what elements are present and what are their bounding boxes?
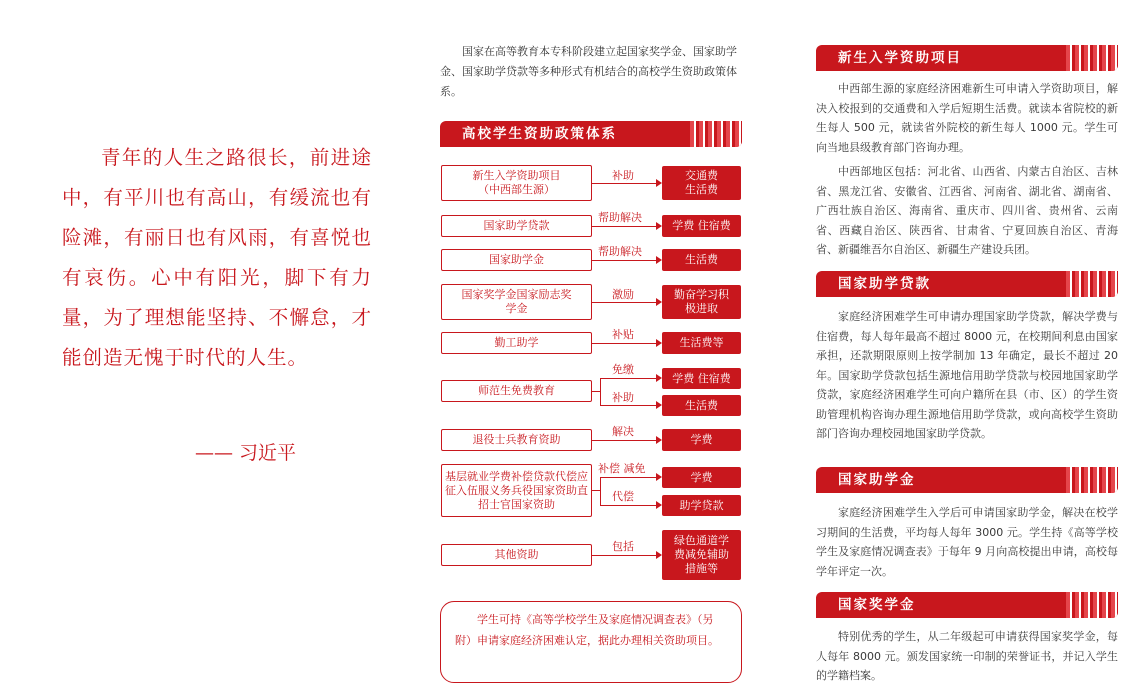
flow-result-box: 学费 住宿费 xyxy=(662,215,741,237)
flow-left-box: 其他资助 xyxy=(441,544,592,566)
section-paragraph: 中西部生源的家庭经济困难新生可申请入学资助项目，解决入校报到的交通费和入学后短期生活费。就读本省院校的新生每人 500 元，就读省外院校的新生每人 1000 元。学生可向当地县级教育部门咨询办理。 xyxy=(816,82,1118,154)
ribbon-decoration xyxy=(1066,45,1118,71)
flow-left-box: 新生入学资助项目（中西部生源） xyxy=(441,165,592,201)
flow-relation: 包括 xyxy=(612,540,634,553)
flow-result-box: 交通费生活费 xyxy=(662,166,741,200)
section-paragraph: 特别优秀的学生，从二年级起可申请获得国家奖学金，每人每年 8000 元。颁发国家统一印制的荣誉证书，并记入学生的学籍档案。 xyxy=(816,630,1118,682)
flow-left-box: 退役士兵教育资助 xyxy=(441,429,592,451)
quote-author: —— 习近平 xyxy=(195,442,297,464)
section-paragraph: 家庭经济困难学生入学后可申请国家助学金，解决在校学习期间的生活费，平均每人每年 3000 元。学生持《高等学校学生及家庭情况调查表》于每年 9 月向高校提出申请，高校每学年评定一次。 xyxy=(816,506,1118,578)
flow-left-box: 师范生免费教育 xyxy=(441,380,592,402)
flow-relation: 激励 xyxy=(612,288,634,301)
flow-result-box: 生活费 xyxy=(662,249,741,271)
intro-paragraph: 国家在高等教育本专科阶段建立起国家奖学金、国家助学金、国家助学贷款等多种形式有机结合的高校学生资助政策体系。 xyxy=(440,45,737,98)
flow-result-box: 绿色通道学费减免辅助措施等 xyxy=(662,530,741,580)
flow-result-box: 学费 住宿费 xyxy=(662,368,741,389)
ribbon-decoration xyxy=(1066,467,1118,493)
flow-left-box: 国家助学金 xyxy=(441,249,592,271)
flow-result-box: 勤奋学习积极进取 xyxy=(662,285,741,319)
flow-left-box: 基层就业学费补偿贷款代偿应征入伍服义务兵役国家资助直招士官国家资助 xyxy=(441,464,592,517)
section-header-grant xyxy=(816,467,1118,493)
section-paragraph: 家庭经济困难学生可申请办理国家助学贷款，解决学费与住宿费，每人每年最高不超过 8000 元，在校期间利息由国家承担，还款期限原则上按学制加 13 年确定，最长不超过 20 年。国家助学贷款包括生源地信用助学贷款与校园地国家助学贷款，家庭经济困难学生可向户籍所在县（市、区）的学生资助管理机构咨询办理生源地信用助学贷款，或向高校学生资助部门咨询办理校园地国家助学贷款。 xyxy=(816,310,1118,440)
flow-left-box: 国家奖学金国家励志奖学金 xyxy=(441,284,592,320)
ribbon-decoration xyxy=(1066,592,1118,618)
flow-relation: 帮助解决 xyxy=(598,245,642,258)
flow-relation: 补贴 xyxy=(612,328,634,341)
flow-result-box: 助学贷款 xyxy=(662,495,741,516)
flow-result-box: 生活费 xyxy=(662,395,741,416)
flow-result-box: 学费 xyxy=(662,467,741,488)
section-header-scholarship xyxy=(816,592,1118,618)
policy-note: 学生可持《高等学校学生及家庭情况调查表》（另附）申请家庭经济困难认定，据此办理相关资助项目。 xyxy=(440,601,742,683)
flow-result-box: 生活费等 xyxy=(662,332,741,354)
ribbon-decoration xyxy=(690,121,742,147)
section-header-student-loan xyxy=(816,271,1118,297)
flow-relation: 免缴 xyxy=(612,363,634,376)
section-title: 国家奖学金 xyxy=(838,597,916,613)
flow-relation: 补助 xyxy=(612,169,634,182)
flow-relation: 补偿 减免 xyxy=(598,462,646,475)
flow-left-box: 国家助学贷款 xyxy=(441,215,592,237)
policy-section-header xyxy=(440,121,742,147)
section-title: 国家助学金 xyxy=(838,472,916,488)
flow-relation: 补助 xyxy=(612,391,634,404)
section-title: 国家助学贷款 xyxy=(838,276,931,292)
flow-left-box: 勤工助学 xyxy=(441,332,592,354)
section-paragraph: 中西部地区包括：河北省、山西省、内蒙古自治区、吉林省、黑龙江省、安徽省、江西省、河南省、湖北省、湖南省、广西壮族自治区、海南省、重庆市、四川省、贵州省、云南省、西藏自治区、陕西省、甘肃省、宁夏回族自治区、青海省、新疆维吾尔自治区、新疆生产建设兵团。 xyxy=(816,165,1118,256)
flow-relation: 代偿 xyxy=(612,490,634,503)
policy-section-title: 高校学生资助政策体系 xyxy=(462,126,617,142)
quote-text: 青年的人生之路很长，前进途中，有平川也有高山，有缓流也有险滩，有丽日也有风雨，有喜悦也有哀伤。心中有阳光，脚下有力量，为了理想能坚持、不懈怠，才能创造无愧于时代的人生。 xyxy=(62,146,372,369)
section-title: 新生入学资助项目 xyxy=(838,50,962,66)
section-header-freshman-aid xyxy=(816,45,1118,71)
flow-relation: 解决 xyxy=(612,425,634,438)
flow-result-box: 学费 xyxy=(662,429,741,451)
flow-relation: 帮助解决 xyxy=(598,211,642,224)
ribbon-decoration xyxy=(1066,271,1118,297)
